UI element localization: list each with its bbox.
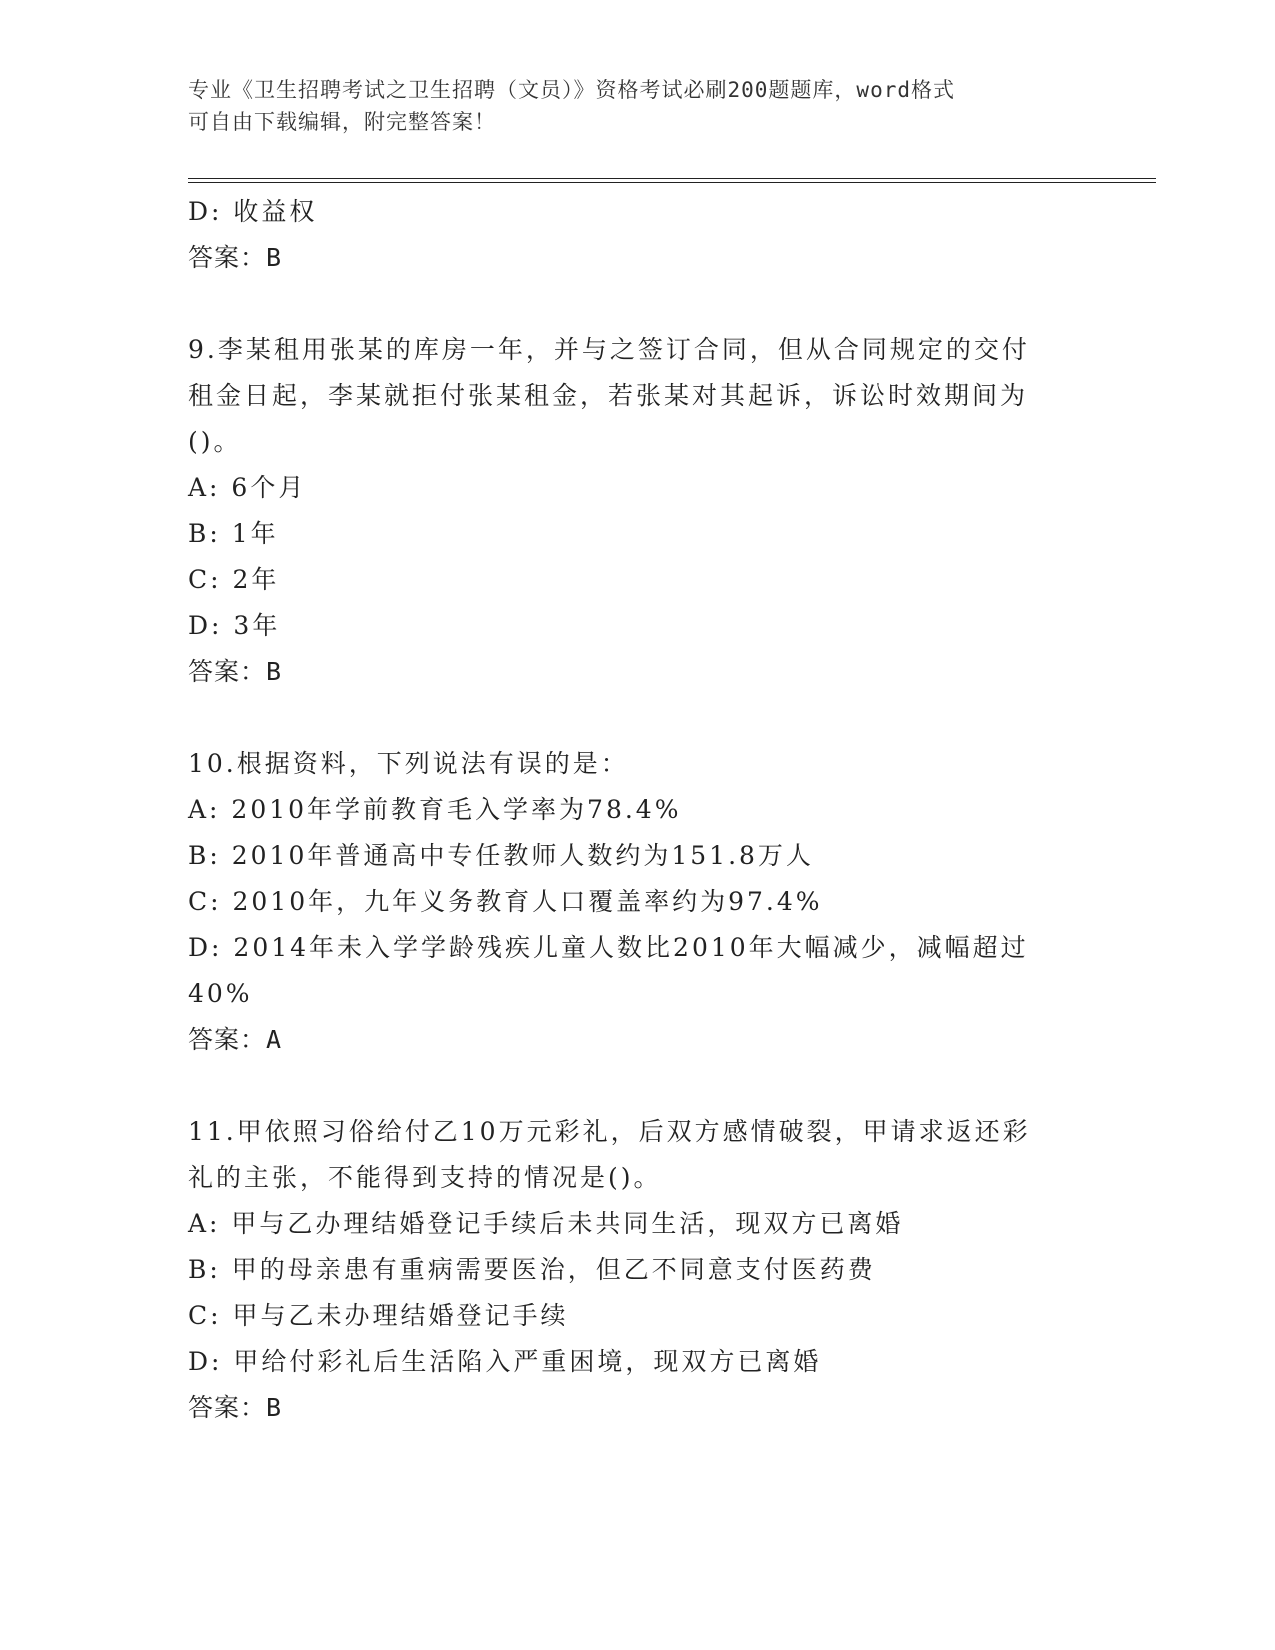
header-line-2: 可自由下载编辑，附完整答案！ [188, 110, 496, 134]
question-content [188, 189, 1068, 1431]
answer-line [188, 235, 1068, 281]
answer-line [188, 1017, 1068, 1063]
option-a: A: 2010年学前教育毛入学率为78.4% [188, 795, 682, 824]
option-c: C: 2010年，九年义务教育人口覆盖率约为97.4% [188, 887, 823, 916]
option-b: B: 2010年普通高中专任教师人数约为151.8万人 [188, 841, 814, 870]
answer-value: B [266, 657, 283, 686]
header-line-1: 专业《卫生招聘考试之卫生招聘（文员）》资格考试必刷200题题库，word格式 [188, 78, 955, 102]
question-text-line: 租金日起，李某就拒付张某租金，若张某对其起诉，诉讼时效期间为 [188, 381, 1029, 410]
answer-label: 答案： [188, 657, 267, 686]
question-9 [188, 327, 1068, 695]
option-d: D: 3年 [188, 611, 281, 640]
question-text-line: 礼的主张，不能得到支持的情况是()。 [188, 1163, 662, 1192]
question-10 [188, 741, 1068, 1063]
answer-value: B [266, 1393, 283, 1422]
question-text-line: ()。 [188, 427, 242, 456]
question-text-line: 9.李某租用张某的库房一年，并与之签订合同，但从合同规定的交付 [188, 335, 1030, 364]
spacer [188, 281, 1068, 327]
answer-label: 答案： [188, 1393, 267, 1422]
option-a: A: 甲与乙办理结婚登记手续后未共同生活，现双方已离婚 [188, 1209, 904, 1238]
option-d: D: 甲给付彩礼后生活陷入严重困境，现双方已离婚 [188, 1347, 822, 1376]
document-header [188, 74, 1068, 138]
header-divider-top [188, 178, 1156, 179]
answer-label: 答案： [188, 243, 267, 272]
question-11 [188, 1109, 1068, 1431]
answer-value: A [266, 1025, 283, 1054]
option-d: D: 2014年未入学学龄残疾儿童人数比2010年大幅减少，减幅超过 [188, 933, 1029, 962]
answer-value: B [266, 243, 283, 272]
answer-line [188, 1385, 1068, 1431]
option-c: C: 甲与乙未办理结婚登记手续 [188, 1301, 569, 1330]
question-text-line: 10.根据资料，下列说法有误的是： [188, 749, 629, 778]
option-a: A: 6个月 [188, 473, 307, 502]
option-d-continued: 40% [188, 979, 253, 1008]
option-b: B: 甲的母亲患有重病需要医治，但乙不同意支付医药费 [188, 1255, 876, 1284]
spacer [188, 695, 1068, 741]
question-text-line: 11.甲依照习俗给付乙10万元彩礼，后双方感情破裂，甲请求返还彩 [188, 1117, 1031, 1146]
answer-label: 答案： [188, 1025, 267, 1054]
answer-line [188, 649, 1068, 695]
spacer [188, 1063, 1068, 1109]
option-d: D: 收益权 [188, 197, 318, 226]
option-c: C: 2年 [188, 565, 280, 594]
header-divider-bottom [188, 182, 1156, 183]
option-b: B: 1年 [188, 519, 279, 548]
